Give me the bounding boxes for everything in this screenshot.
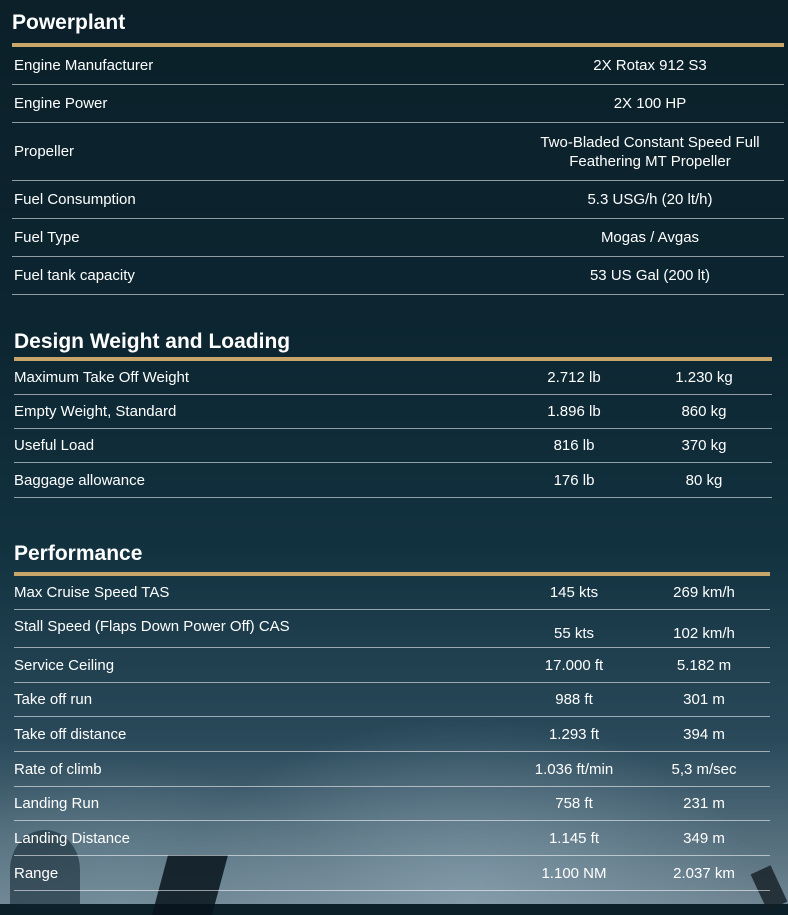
section-title: Design Weight and Loading [14, 330, 291, 353]
row-label: Maximum Take Off Weight [14, 369, 190, 386]
row-label: Engine Manufacturer [14, 57, 154, 74]
row-label: Propeller [14, 143, 75, 160]
table-row [14, 395, 772, 429]
row-imperial-value: 1.036 ft/min [534, 760, 614, 778]
row-imperial-value: 1.896 lb [547, 403, 601, 420]
row-metric-value: 5.182 m [676, 656, 732, 674]
row-metric-value: 231 m [683, 795, 725, 812]
table-row [14, 821, 770, 856]
row-metric-value: 1.230 kg [675, 369, 733, 386]
table-row [14, 576, 770, 610]
row-imperial-value: 55 kts [553, 625, 595, 642]
row-metric-value: 2.037 km [673, 864, 735, 882]
row-label: Baggage allowance [14, 471, 145, 489]
row-imperial-value: 1.100 NM [541, 864, 607, 882]
row-label: Useful Load [14, 437, 95, 454]
table-row [12, 123, 784, 181]
row-metric-value: 860 kg [681, 403, 727, 420]
row-label: Service Ceiling [14, 656, 115, 674]
performance-section [14, 541, 770, 891]
row-label: Landing Run [14, 795, 100, 812]
powerplant-section [12, 10, 784, 295]
row-label: Engine Power [14, 95, 108, 112]
table-row [14, 361, 772, 395]
table-row [14, 856, 770, 891]
row-value: Mogas / Avgas [600, 229, 700, 246]
row-label: Fuel Consumption [14, 191, 136, 208]
row-label: Take off run [14, 691, 93, 708]
row-value: Two-Bladed Constant Speed Full Feathering MT Propeller [540, 133, 760, 170]
row-imperial-value: 2.712 lb [547, 369, 601, 386]
row-metric-value: 5,3 m/sec [671, 760, 737, 778]
row-imperial-value: 1.293 ft [548, 725, 600, 743]
row-label: Take off distance [14, 725, 127, 743]
table-row [14, 610, 770, 648]
table-row [14, 717, 770, 752]
row-imperial-value: 17.000 ft [544, 656, 604, 674]
table-row [12, 47, 784, 85]
row-value: 2X 100 HP [613, 95, 687, 112]
row-metric-value: 301 m [683, 691, 725, 708]
row-metric-value: 80 kg [685, 471, 723, 489]
row-value: 53 US Gal (200 lt) [589, 267, 711, 284]
row-imperial-value: 145 kts [549, 584, 599, 601]
row-imperial-value: 988 ft [555, 691, 593, 708]
row-label: Stall Speed (Flaps Down Power Off) CAS [14, 618, 290, 635]
row-metric-value: 102 km/h [673, 625, 735, 642]
table-row [14, 463, 772, 498]
row-imperial-value: 758 ft [555, 795, 593, 812]
row-imperial-value: 1.145 ft [548, 829, 600, 847]
table-row [14, 429, 772, 463]
row-label: Range [14, 864, 59, 882]
row-value: 5.3 USG/h (20 lt/h) [587, 191, 713, 208]
table-row [14, 648, 770, 683]
row-metric-value: 370 kg [681, 437, 727, 454]
row-imperial-value: 816 lb [553, 437, 595, 454]
table-row [14, 787, 770, 821]
table-row [12, 181, 784, 219]
section-title: Performance [14, 542, 143, 565]
row-value: 2X Rotax 912 S3 [593, 57, 707, 74]
row-imperial-value: 176 lb [553, 471, 595, 489]
row-label: Fuel Type [14, 229, 80, 246]
row-label: Fuel tank capacity [14, 267, 135, 284]
row-label: Empty Weight, Standard [14, 403, 177, 420]
row-metric-value: 349 m [683, 829, 725, 847]
row-label: Rate of climb [14, 760, 102, 778]
table-row [12, 85, 784, 123]
table-row [12, 219, 784, 257]
section-title: Powerplant [12, 11, 126, 34]
weight-section [14, 329, 772, 498]
table-row [14, 683, 770, 717]
row-label: Landing Distance [14, 829, 130, 847]
row-metric-value: 394 m [683, 725, 725, 743]
row-metric-value: 269 km/h [673, 584, 735, 601]
row-label: Max Cruise Speed TAS [14, 584, 170, 601]
table-row [12, 257, 784, 295]
table-row [14, 752, 770, 787]
